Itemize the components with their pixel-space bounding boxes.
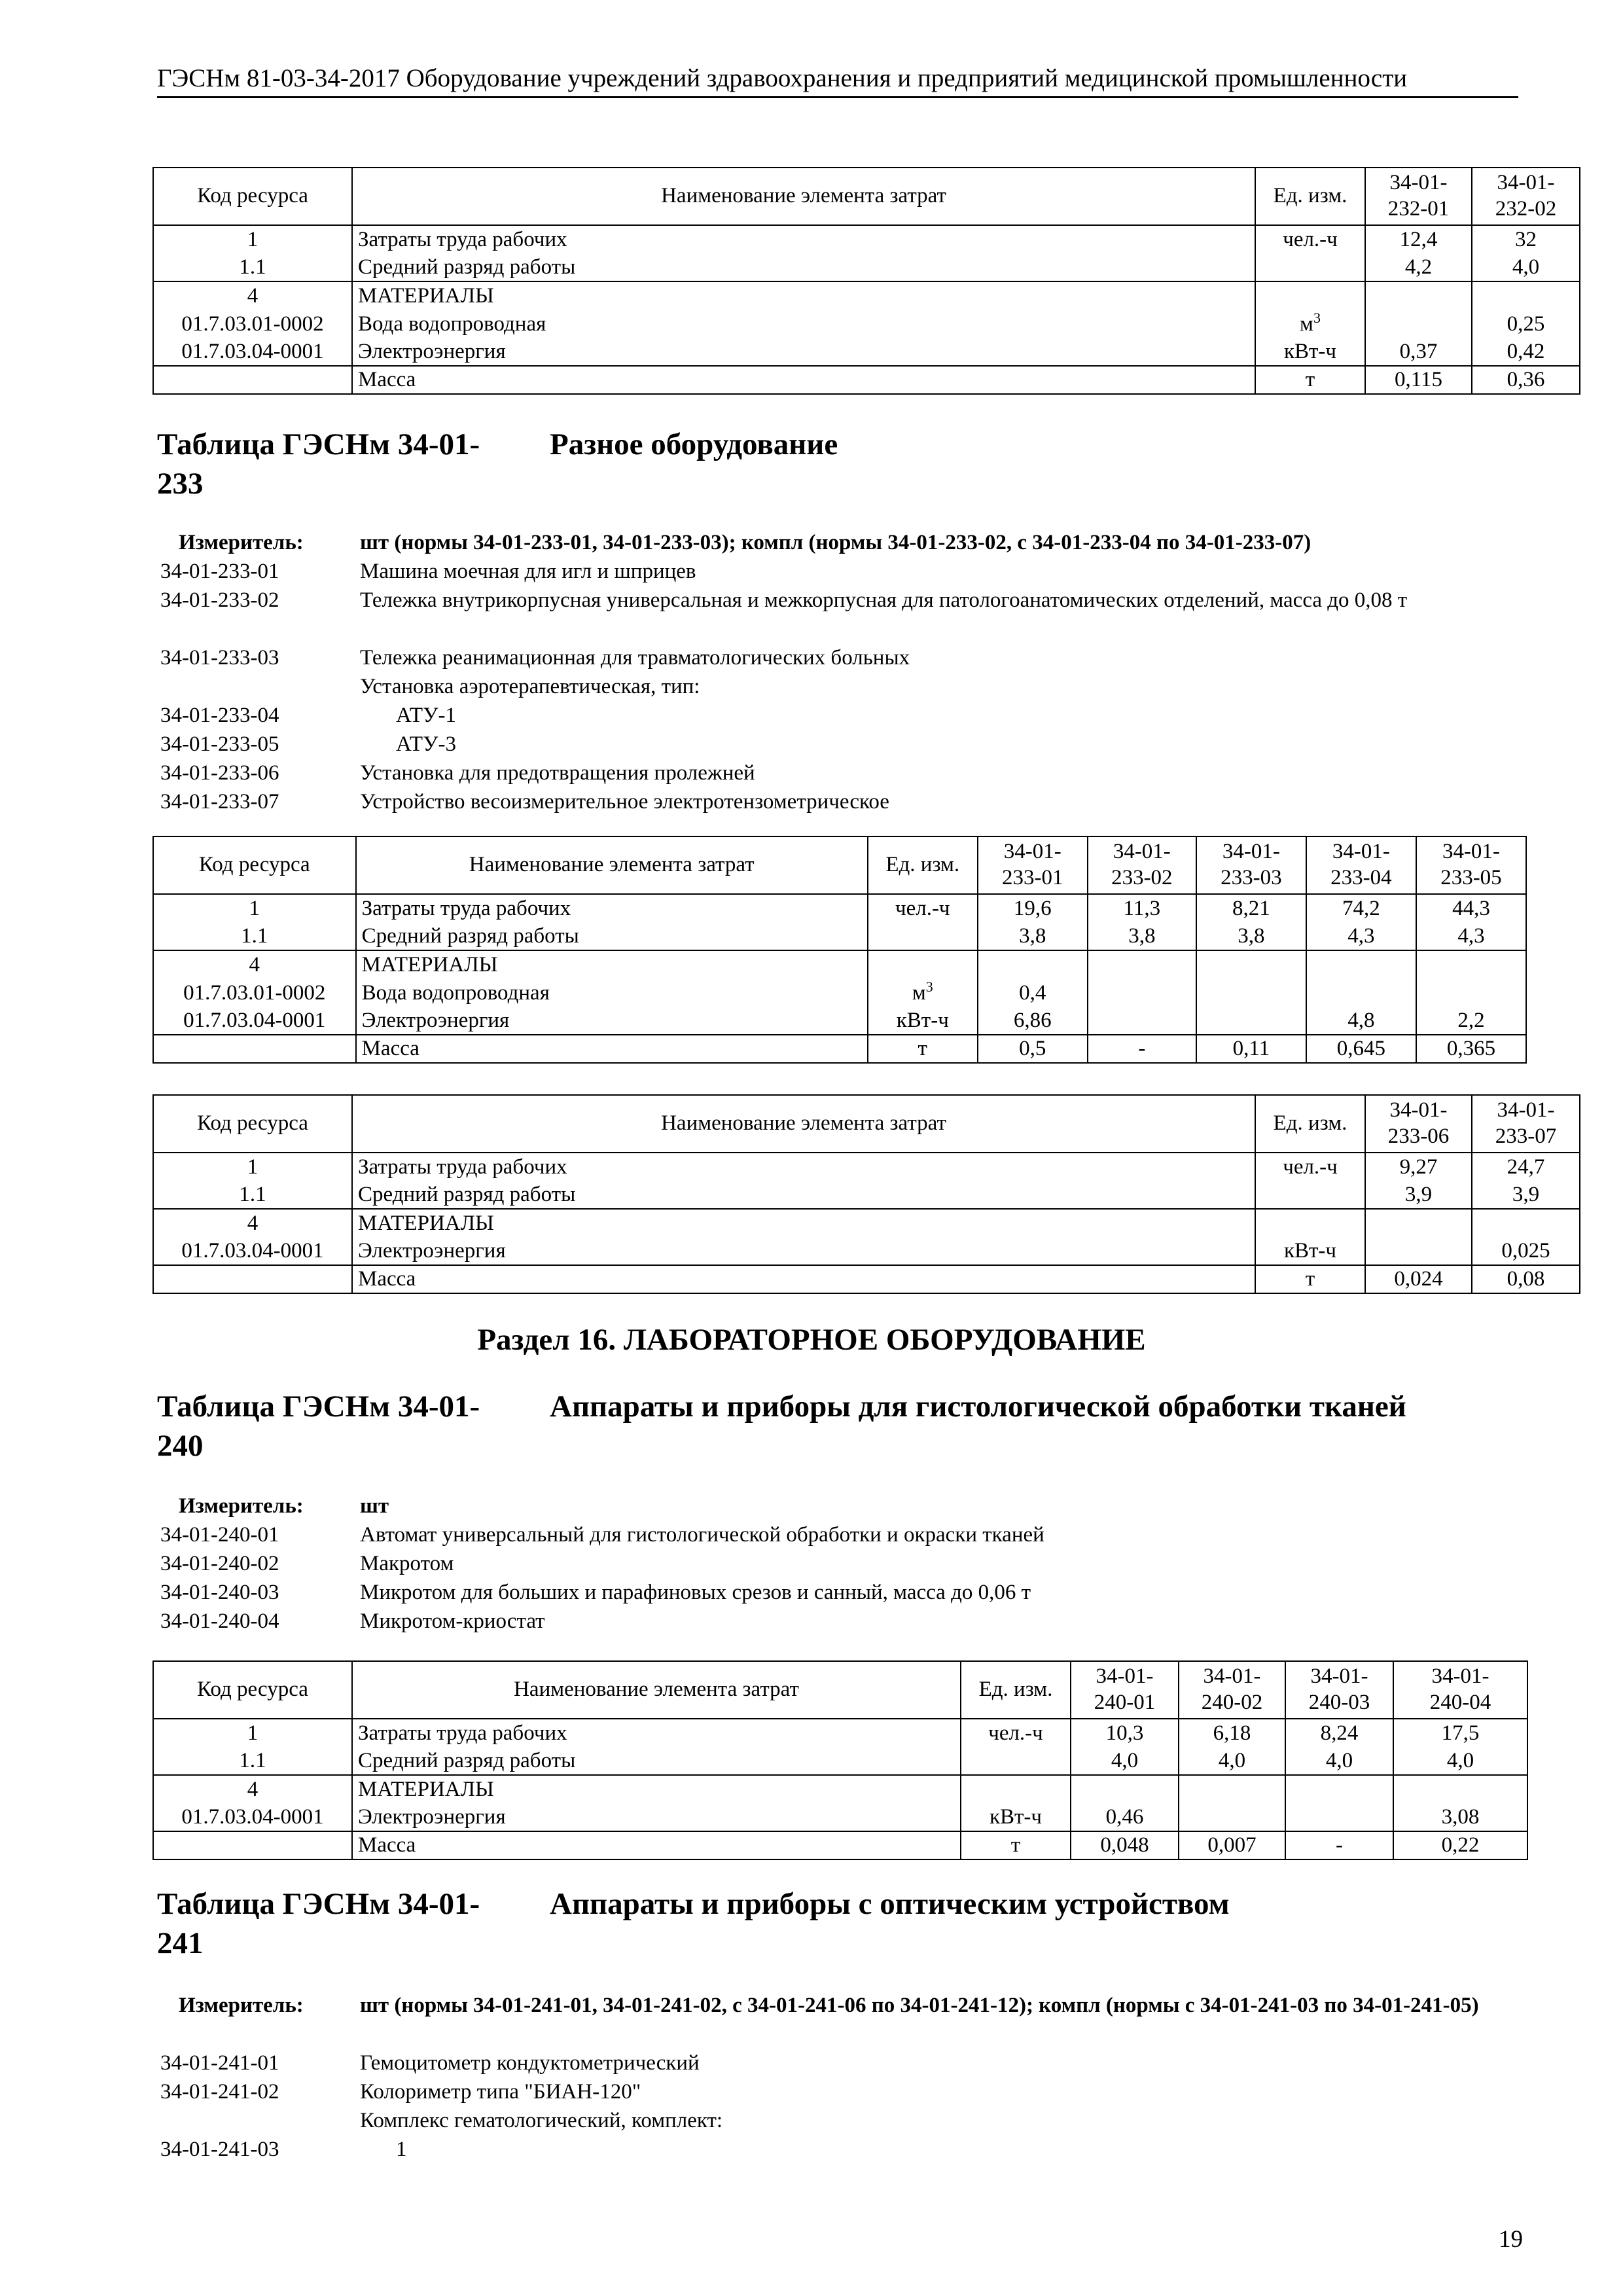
table-header-cell: 34-01- 233-05 — [1416, 836, 1526, 894]
table-cell: 01.7.03.04-0001 — [153, 1007, 356, 1035]
table-cell: 32 — [1472, 225, 1580, 253]
table-cell — [978, 950, 1088, 978]
table-cell — [1255, 1181, 1365, 1209]
table-cell: 0,007 — [1179, 1831, 1285, 1859]
table-cell — [1393, 1775, 1527, 1803]
table-cell: МАТЕРИАЛЫ — [356, 950, 868, 978]
table-cell: 1 — [153, 1153, 352, 1181]
table-cell: 4,0 — [1285, 1747, 1393, 1775]
table-header-cell: 34-01- 233-03 — [1196, 836, 1306, 894]
table-240-measure: Измеритель: шт 34-01-240-01 Автомат универсальный для гистологической обработки и окраски тканей 34-01-240-02 Макротом 34-01-240-03 Микротом для больших и парафиновых срезов и санный, масса до 0,06 т 34-01-240-04 Микротом-криостат — [160, 1494, 1044, 1633]
col-code: Код ресурса — [153, 168, 352, 225]
table-cell: 01.7.03.01-0002 — [153, 310, 352, 338]
table-header-cell: Ед. изм. — [868, 836, 978, 894]
table-cell: кВт-ч — [961, 1803, 1071, 1831]
table-header-cell: Ед. изм. — [1255, 1095, 1365, 1153]
table-cell: Электроэнергия — [356, 1007, 868, 1035]
table-cell: 3,8 — [1088, 922, 1196, 950]
table-cell: Масса — [352, 1831, 961, 1859]
table-cell — [1365, 1237, 1472, 1265]
table-cell: 01.7.03.04-0001 — [153, 1237, 352, 1265]
table-240 — [152, 1660, 1528, 1860]
table-cell: 3,8 — [1196, 922, 1306, 950]
table-cell: 1 — [153, 225, 352, 253]
table-cell: 44,3 — [1416, 894, 1526, 922]
table-cell: 4 — [153, 1209, 352, 1237]
table-cell: 4,0 — [1071, 1747, 1179, 1775]
table-cell: 0,36 — [1472, 366, 1580, 394]
table-cell: 17,5 — [1393, 1719, 1527, 1747]
table-cell — [868, 950, 978, 978]
table-cell: 3,08 — [1393, 1803, 1527, 1831]
table-cell: 4,8 — [1306, 1007, 1416, 1035]
table-cell: чел.-ч — [1255, 225, 1365, 253]
table-cell — [1285, 1803, 1393, 1831]
table-cell: 1.1 — [153, 922, 356, 950]
table-header-cell: Код ресурса — [153, 1661, 352, 1719]
table-cell: Затраты труда рабочих — [352, 1153, 1255, 1181]
col-name: Наименование элемента затрат — [352, 168, 1255, 225]
table-cell: чел.-ч — [1255, 1153, 1365, 1181]
table-cell: 0,22 — [1393, 1831, 1527, 1859]
table-cell: 2,2 — [1416, 1007, 1526, 1035]
table-241-measure: Измеритель: шт (нормы 34-01-241-01, 34-01-241-02, с 34-01-241-06 по 34-01-241-12); компл (нормы с 34-01-241-03 по 34-01-241-05) 34-01-241-01 Гемоцитометр кондуктометрический 34-01-241-02 Колориметр типа "БИАН-120" Комплекс гематологический, комплект: 34-01-241-03 1 — [160, 1994, 1479, 2161]
table-cell: 19,6 — [978, 894, 1088, 922]
table-cell: МАТЕРИАЛЫ — [352, 281, 1255, 310]
table-cell: 1.1 — [153, 1747, 352, 1775]
table-cell: 11,3 — [1088, 894, 1196, 922]
table-cell: Электроэнергия — [352, 338, 1255, 366]
table-cell: 0,025 — [1472, 1237, 1580, 1265]
table-header-cell: Ед. изм. — [961, 1661, 1071, 1719]
table-header-cell: Код ресурса — [153, 836, 356, 894]
table-cell: чел.-ч — [961, 1719, 1071, 1747]
table-cell: 9,27 — [1365, 1153, 1472, 1181]
table-cell — [1088, 978, 1196, 1007]
table-cell: МАТЕРИАЛЫ — [352, 1775, 961, 1803]
table-233-title: Таблица ГЭСНм 34-01- 233 Разное оборудование — [157, 427, 838, 501]
table-cell — [153, 366, 352, 394]
table-header-cell: 34-01- 240-03 — [1285, 1661, 1393, 1719]
table-cell — [961, 1775, 1071, 1803]
table-cell: $м^3$ — [868, 978, 978, 1007]
table-cell — [153, 1265, 352, 1293]
table-cell: 0,4 — [978, 978, 1088, 1007]
table-cell: 0,11 — [1196, 1035, 1306, 1063]
table-header-cell: Код ресурса — [153, 1095, 352, 1153]
table-cell — [1088, 1007, 1196, 1035]
table-cell: Средний разряд работы — [352, 1181, 1255, 1209]
table-cell: 1.1 — [153, 1181, 352, 1209]
table-cell — [1365, 310, 1472, 338]
table-header-cell: 34-01- 233-07 — [1472, 1095, 1580, 1153]
table-cell: 4 — [153, 950, 356, 978]
table-cell: 01.7.03.04-0001 — [153, 338, 352, 366]
table-cell: 12,4 — [1365, 225, 1472, 253]
table-cell: 1 — [153, 1719, 352, 1747]
table-cell: - — [1285, 1831, 1393, 1859]
table-cell: 4,2 — [1365, 253, 1472, 281]
table-cell: т — [1255, 366, 1365, 394]
table-cell: Вода водопроводная — [356, 978, 868, 1007]
table-cell: 4 — [153, 1775, 352, 1803]
table-header-cell: 34-01- 233-01 — [978, 836, 1088, 894]
table-cell — [1255, 281, 1365, 310]
table-cell — [1071, 1775, 1179, 1803]
table-cell: 0,024 — [1365, 1265, 1472, 1293]
table-header-cell: Наименование элемента затрат — [352, 1661, 961, 1719]
table-cell — [1179, 1775, 1285, 1803]
table-cell: 0,048 — [1071, 1831, 1179, 1859]
table-cell — [1416, 950, 1526, 978]
table-header-cell: Наименование элемента затрат — [356, 836, 868, 894]
table-cell: 4,0 — [1472, 253, 1580, 281]
table-cell — [153, 1035, 356, 1063]
table-cell: кВт-ч — [1255, 338, 1365, 366]
table-cell: 0,25 — [1472, 310, 1580, 338]
table-cell: т — [961, 1831, 1071, 1859]
page-header: ГЭСНм 81-03-34-2017 Оборудование учреждений здравоохранения и предприятий медицинской промышленности — [157, 64, 1518, 98]
table-cell: кВт-ч — [868, 1007, 978, 1035]
table-233-b — [152, 1094, 1580, 1294]
table-cell — [1255, 1209, 1365, 1237]
table-cell: 4,0 — [1393, 1747, 1527, 1775]
col-norm: 34-01- 232-02 — [1472, 168, 1580, 225]
table-cell: 3,9 — [1365, 1181, 1472, 1209]
table-header-cell: 34-01- 240-04 — [1393, 1661, 1527, 1719]
table-cell: 4,0 — [1179, 1747, 1285, 1775]
col-norm: 34-01- 232-01 — [1365, 168, 1472, 225]
table-cell — [1196, 950, 1306, 978]
table-cell — [1196, 1007, 1306, 1035]
table-cell — [1088, 950, 1196, 978]
table-cell: 0,5 — [978, 1035, 1088, 1063]
table-233-measure: Измеритель: шт (нормы 34-01-233-01, 34-01-233-03); компл (нормы 34-01-233-02, с 34-01-233-04 по 34-01-233-07) 34-01-233-01 Машина моечная для игл и шприцев 34-01-233-02 Тележка внутрикорпусная универсальная и межкорпусная для патологоанатомических отделений, масса до 0,08 т 34-01-233-03 Тележка реанимационная для травматологических больных Установка аэротерапевтическая, тип: 34-01-233-04 АТУ-1 34-01-233-05 АТУ-3 34-01-233-06 Установка для предотвращения пролежней 34-01-233-07 Устройство весоизмерительное электротензометрическое — [160, 531, 1408, 814]
table-cell — [1179, 1803, 1285, 1831]
table-header-cell: 34-01- 233-02 — [1088, 836, 1196, 894]
table-cell: кВт-ч — [1255, 1237, 1365, 1265]
table-cell: 6,18 — [1179, 1719, 1285, 1747]
table-cell: Масса — [356, 1035, 868, 1063]
table-cell: 0,365 — [1416, 1035, 1526, 1063]
table-241-title: Таблица ГЭСНм 34-01- 241 Аппараты и приборы с оптическим устройством — [157, 1887, 1230, 1960]
table-cell: 4,3 — [1416, 922, 1526, 950]
table-cell: МАТЕРИАЛЫ — [352, 1209, 1255, 1237]
table-cell: 4,3 — [1306, 922, 1416, 950]
table-cell: 01.7.03.01-0002 — [153, 978, 356, 1007]
table-header-cell: Наименование элемента затрат — [352, 1095, 1255, 1153]
table-cell — [1255, 253, 1365, 281]
table-cell: 10,3 — [1071, 1719, 1179, 1747]
table-cell — [1196, 978, 1306, 1007]
table-cell: т — [1255, 1265, 1365, 1293]
table-cell — [868, 922, 978, 950]
table-cell — [153, 1831, 352, 1859]
table-232 — [152, 167, 1580, 395]
page-number: 19 — [1499, 2226, 1523, 2253]
table-cell: Затраты труда рабочих — [356, 894, 868, 922]
col-unit: Ед. изм. — [1255, 168, 1365, 225]
table-cell: 24,7 — [1472, 1153, 1580, 1181]
table-cell: Масса — [352, 366, 1255, 394]
section-title: Раздел 16. ЛАБОРАТОРНОЕ ОБОРУДОВАНИЕ — [477, 1323, 1146, 1357]
table-cell: 0,08 — [1472, 1265, 1580, 1293]
table-cell — [1365, 1209, 1472, 1237]
table-cell — [1306, 978, 1416, 1007]
table-cell: 8,21 — [1196, 894, 1306, 922]
table-cell: 0,115 — [1365, 366, 1472, 394]
table-cell: Средний разряд работы — [352, 1747, 961, 1775]
table-cell: Средний разряд работы — [352, 253, 1255, 281]
table-cell: 3,8 — [978, 922, 1088, 950]
table-cell: 0,645 — [1306, 1035, 1416, 1063]
table-header-cell: 34-01- 240-01 — [1071, 1661, 1179, 1719]
table-header-cell: 34-01- 233-06 — [1365, 1095, 1472, 1153]
table-cell: 3,9 — [1472, 1181, 1580, 1209]
table-240-title: Таблица ГЭСНм 34-01- 240 Аппараты и приборы для гистологической обработки тканей — [157, 1390, 1406, 1463]
table-cell: 8,24 — [1285, 1719, 1393, 1747]
table-cell: 0,37 — [1365, 338, 1472, 366]
table-cell — [1306, 950, 1416, 978]
table-cell: $м^3$ — [1255, 310, 1365, 338]
table-header-cell: 34-01- 233-04 — [1306, 836, 1416, 894]
table-cell: - — [1088, 1035, 1196, 1063]
table-cell: т — [868, 1035, 978, 1063]
table-cell: 0,46 — [1071, 1803, 1179, 1831]
table-cell: 1.1 — [153, 253, 352, 281]
table-cell — [961, 1747, 1071, 1775]
table-233-a — [152, 836, 1527, 1064]
table-cell: 0,42 — [1472, 338, 1580, 366]
table-cell: чел.-ч — [868, 894, 978, 922]
table-cell: Электроэнергия — [352, 1803, 961, 1831]
table-cell: Масса — [352, 1265, 1255, 1293]
table-cell — [1472, 1209, 1580, 1237]
table-cell: Электроэнергия — [352, 1237, 1255, 1265]
table-cell: 4 — [153, 281, 352, 310]
table-cell — [1285, 1775, 1393, 1803]
table-cell: 6,86 — [978, 1007, 1088, 1035]
table-header-cell: 34-01- 240-02 — [1179, 1661, 1285, 1719]
table-cell: Затраты труда рабочих — [352, 225, 1255, 253]
table-cell: 1 — [153, 894, 356, 922]
table-cell: Вода водопроводная — [352, 310, 1255, 338]
table-cell — [1472, 281, 1580, 310]
table-cell — [1416, 978, 1526, 1007]
table-cell: 01.7.03.04-0001 — [153, 1803, 352, 1831]
table-cell: 74,2 — [1306, 894, 1416, 922]
table-cell: Затраты труда рабочих — [352, 1719, 961, 1747]
table-cell: Средний разряд работы — [356, 922, 868, 950]
table-cell — [1365, 281, 1472, 310]
